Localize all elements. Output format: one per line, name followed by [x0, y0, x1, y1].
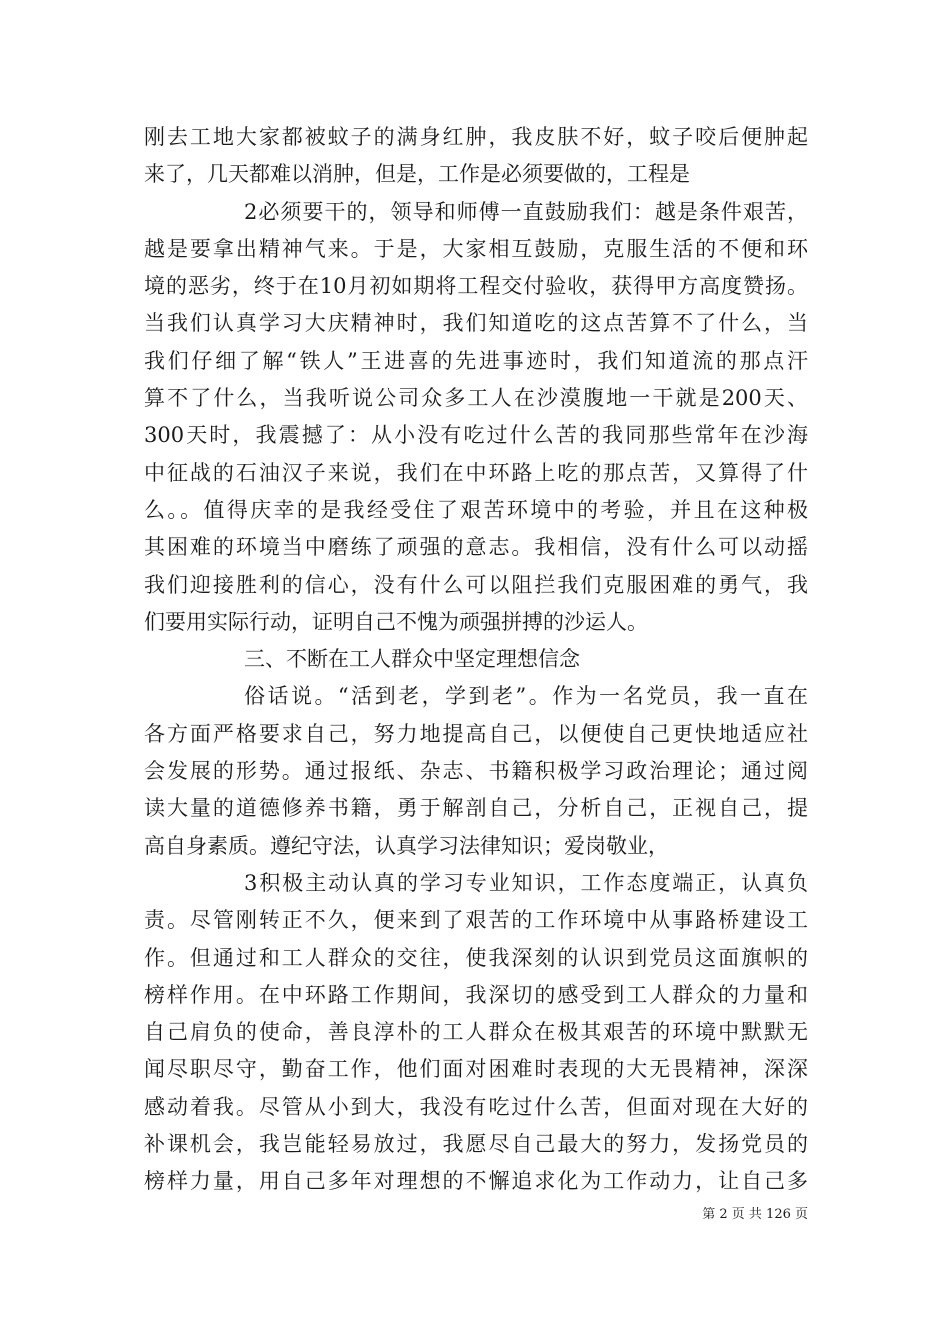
text-line: 榜样作用。在中环路工作期间，我深切的感受到工人群众的力量和	[144, 982, 808, 1007]
text-line: 榜样力量，用自己多年对理想的不懈追求化为工作动力，让自己多	[144, 1169, 808, 1194]
text-line: 越是要拿出精神气来。于是，大家相互鼓励，克服生活的不便和环	[144, 236, 808, 261]
text-line: 么。。值得庆幸的是我经受住了艰苦环境中的考验，并且在这种极	[144, 497, 808, 522]
text-line: 2必须要干的，领导和师傅一直鼓励我们：越是条件艰苦，	[244, 199, 808, 224]
text-line: 责。尽管刚转正不久，便来到了艰苦的工作环境中从事路桥建设工	[144, 908, 808, 933]
text-line: 我们仔细了解“铁人”王进喜的先进事迹时，我们知道流的那点汗	[144, 348, 808, 373]
body-text	[144, 119, 808, 1201]
text-line: 刚去工地大家都被蚊子的满身红肿，我皮肤不好，蚊子咬后便肿起	[144, 125, 808, 149]
text-line: 读大量的道德修养书籍，勇于解剖自己，分析自己，正视自己，提	[144, 796, 808, 821]
text-line: 补课机会，我岂能轻易放过，我愿尽自己最大的努力，发扬党员的	[144, 1132, 808, 1157]
text-line: 作。但通过和工人群众的交往，使我深刻的认识到党员这面旗帜的	[144, 945, 808, 970]
text-line: 高自身素质。遵纪守法，认真学习法律知识；爱岗敬业，	[144, 833, 669, 858]
text-line: 算不了什么，当我听说公司众多工人在沙漠腹地一干就是200天、	[144, 386, 808, 411]
text-line: 闻尽职尽守，勤奋工作，他们面对困难时表现的大无畏精神，深深	[144, 1057, 808, 1082]
text-line: 自己肩负的使命，善良淳朴的工人群众在极其艰苦的环境中默默无	[144, 1020, 808, 1045]
text-line: 3积极主动认真的学习专业知识，工作态度端正，认真负	[244, 870, 808, 895]
text-line: 其困难的环境当中磨练了顽强的意志。我相信，没有什么可以动摇	[144, 535, 808, 560]
text-line: 我们迎接胜利的信心，没有什么可以阻拦我们克服困难的勇气，我	[144, 572, 808, 597]
text-line: 各方面严格要求自己，努力地提高自己，以便使自己更快地适应社	[144, 721, 808, 746]
text-line: 当我们认真学习大庆精神时，我们知道吃的这点苦算不了什么，当	[144, 311, 808, 336]
text-line: 们要用实际行动，证明自己不愧为顽强拼搏的沙运人。	[144, 609, 648, 634]
text-line: 来了，几天都难以消肿，但是，工作是必须要做的，工程是	[144, 162, 690, 187]
text-line: 300天时，我震撼了：从小没有吃过什么苦的我同那些常年在沙海	[144, 423, 808, 448]
text-line: 境的恶劣，终于在10月初如期将工程交付验收，获得甲方高度赞扬。	[144, 274, 808, 299]
text-line: 中征战的石油汉子来说，我们在中环路上吃的那点苦，又算得了什	[144, 460, 808, 485]
page-number: 第 2 页 共 126 页	[702, 1207, 808, 1222]
section-heading: 三、不断在工人群众中坚定理想信念	[244, 647, 580, 672]
text-line: 会发展的形势。通过报纸、杂志、书籍积极学习政治理论；通过阅	[144, 759, 808, 784]
text-line: 俗话说。“活到老，学到老”。作为一名党员，我一直在	[244, 684, 808, 709]
text-line: 感动着我。尽管从小到大，我没有吃过什么苦，但面对现在大好的	[144, 1094, 808, 1119]
